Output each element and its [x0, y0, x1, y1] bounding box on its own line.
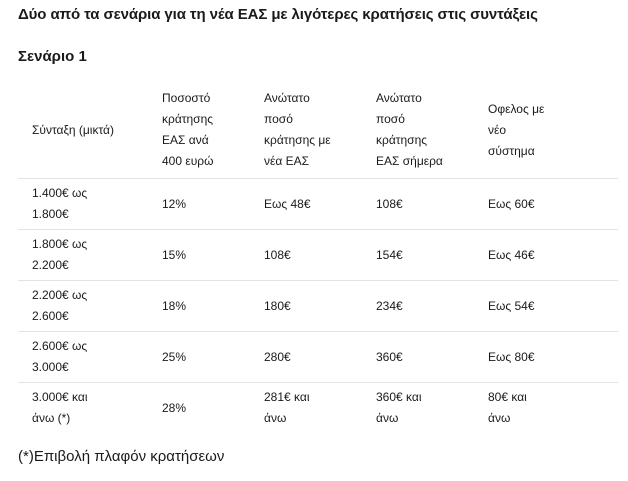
- cell-text-line: 25%: [162, 349, 187, 364]
- cell-text-line: 400 ευρώ: [162, 154, 214, 168]
- cell-text-line: 80€ και: [488, 390, 527, 404]
- table-row: [18, 230, 618, 281]
- row-deduction-rate-cell: [148, 296, 250, 317]
- cell-text-line: 281€ και: [264, 390, 310, 404]
- cell-text-line: 108€: [264, 247, 291, 262]
- header-max-deduction-current-cell: [362, 88, 474, 172]
- row-benefit-cell: [474, 296, 594, 317]
- cell-text-line: 360€: [376, 349, 403, 364]
- row-pension-range-cell: [18, 285, 148, 327]
- cell-text-line: 2.600€ ως: [32, 339, 88, 353]
- cell-text-line: Εως 80€: [488, 349, 535, 364]
- cell-text-line: άνω (*): [32, 411, 71, 425]
- cell-text-line: νέα ΕΑΣ: [264, 154, 310, 168]
- row-pension-range-cell: [18, 387, 148, 429]
- header-deduction-rate-cell: [148, 88, 250, 172]
- cell-text-line: 3.000€: [32, 360, 69, 374]
- cell-text-line: 360€ και: [376, 390, 422, 404]
- row-deduction-rate-cell: [148, 194, 250, 215]
- row-pension-range-cell: [18, 336, 148, 378]
- cell-text-line: κράτησης: [376, 133, 428, 147]
- header-benefit-cell: [474, 99, 594, 162]
- header-max-deduction-new-cell: [250, 88, 362, 172]
- cell-text-line: 1.800€: [32, 207, 69, 221]
- row-benefit-cell: [474, 387, 594, 429]
- table-row: [18, 179, 618, 230]
- cell-text-line: 234€: [376, 298, 403, 313]
- cell-text-line: κράτησης με: [264, 133, 331, 147]
- row-max-deduction-new-cell: [250, 387, 362, 429]
- cell-text-line: Εως 60€: [488, 196, 535, 211]
- table-header-row: [18, 82, 618, 179]
- row-deduction-rate-cell: [148, 398, 250, 419]
- row-benefit-cell: [474, 245, 594, 266]
- row-max-deduction-new-cell: [250, 245, 362, 266]
- cell-text-line: 180€: [264, 298, 291, 313]
- row-max-deduction-new-cell: [250, 347, 362, 368]
- cell-text-line: 108€: [376, 196, 403, 211]
- cell-text-line: άνω: [488, 411, 511, 425]
- row-max-deduction-current-cell: [362, 347, 474, 368]
- cell-text-line: σύστημα: [488, 143, 535, 158]
- cell-text-line: 3.000€ και: [32, 390, 88, 404]
- row-pension-range-cell: [18, 234, 148, 276]
- table-row: [18, 281, 618, 332]
- cell-text-line: Ανώτατο: [376, 91, 422, 105]
- row-max-deduction-new-cell: [250, 296, 362, 317]
- cell-text-line: 2.200€ ως: [32, 288, 88, 302]
- cell-text-line: ΕΑΣ σήμερα: [376, 154, 443, 168]
- cell-text-line: Σύνταξη (μικτά): [32, 122, 114, 137]
- row-benefit-cell: [474, 194, 594, 215]
- table-row: [18, 332, 618, 383]
- footnote: (*)Επιβολή πλαφόν κρατήσεων: [18, 448, 225, 465]
- cell-text-line: Ανώτατο: [264, 91, 310, 105]
- header-pension-range-cell: [18, 120, 148, 141]
- table-row: [18, 383, 618, 433]
- cell-text-line: 18%: [162, 298, 187, 313]
- cell-text-line: ΕΑΣ ανά: [162, 133, 209, 147]
- row-max-deduction-current-cell: [362, 296, 474, 317]
- article-title: Δύο από τα σενάρια για τη νέα ΕΑΣ με λιγότερες κρατήσεις στις συντάξεις: [18, 6, 538, 23]
- cell-text-line: 12%: [162, 196, 187, 211]
- cell-text-line: ποσό: [264, 112, 293, 126]
- cell-text-line: Οφελος με: [488, 101, 545, 116]
- cell-text-line: 15%: [162, 247, 187, 262]
- cell-text-line: Εως 48€: [264, 196, 311, 211]
- cell-text-line: 1.400€ ως: [32, 186, 88, 200]
- cell-text-line: Εως 46€: [488, 247, 535, 262]
- cell-text-line: Ποσοστό: [162, 91, 211, 105]
- cell-text-line: 2.200€: [32, 258, 69, 272]
- row-deduction-rate-cell: [148, 245, 250, 266]
- cell-text-line: 154€: [376, 247, 403, 262]
- cell-text-line: 28%: [162, 400, 187, 415]
- row-max-deduction-current-cell: [362, 245, 474, 266]
- cell-text-line: άνω: [376, 411, 399, 425]
- cell-text-line: ποσό: [376, 112, 405, 126]
- cell-text-line: 1.800€ ως: [32, 237, 88, 251]
- cell-text-line: άνω: [264, 411, 287, 425]
- row-pension-range-cell: [18, 183, 148, 225]
- row-max-deduction-current-cell: [362, 387, 474, 429]
- cell-text-line: Εως 54€: [488, 298, 535, 313]
- row-deduction-rate-cell: [148, 347, 250, 368]
- cell-text-line: 2.600€: [32, 309, 69, 323]
- cell-text-line: κράτησης: [162, 112, 214, 126]
- cell-text-line: 280€: [264, 349, 291, 364]
- row-max-deduction-new-cell: [250, 194, 362, 215]
- row-max-deduction-current-cell: [362, 194, 474, 215]
- cell-text-line: νέο: [488, 122, 507, 137]
- scenario-heading: Σενάριο 1: [18, 48, 87, 65]
- row-benefit-cell: [474, 347, 594, 368]
- deduction-table: [18, 82, 618, 433]
